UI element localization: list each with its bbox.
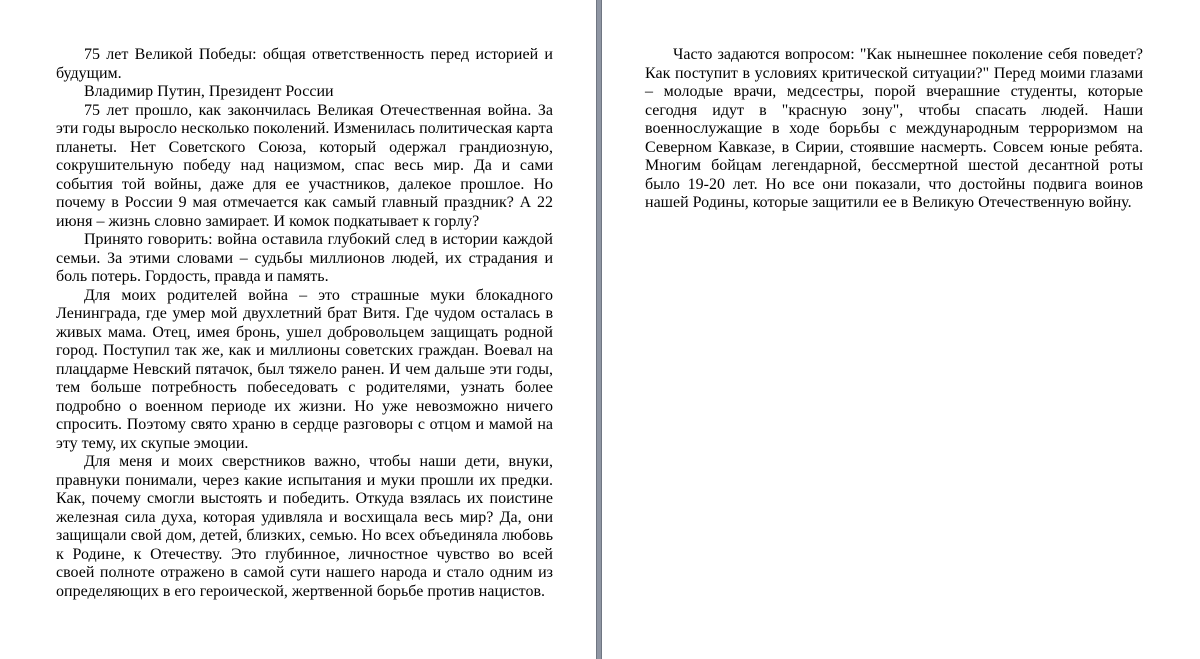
article-author: Владимир Путин, Президент России [84, 83, 334, 100]
paragraph: 75 лет прошло, как закончилась Великая Отечественная война. За эти годы выросло несколько поколений. Изменилась политическая карта планеты. Нет Советского Союза, который одержал грандиозную, сокрушительную победу над нацизмом, спас весь мир. Да и сами события той войны, даже для ее участников, далекое прошлое. Но почему в России 9 мая отмечается как самый главный праздник? А 22 июня – жизнь словно замирает. И комок подкатывает к горлу? [56, 101, 553, 230]
page-text-block [645, 46, 1143, 213]
article-title: 75 лет Великой Победы: общая ответственность перед историей и будущим. [56, 46, 553, 82]
paragraph: Для меня и моих сверстников важно, чтобы наши дети, внуки, правнуки понимали, через какие испытания и муки прошли их предки. Как, почему смогли выстоять и победить. Откуда взялась их поистине железная сила духа, которая удивляла и восхищала весь мир? Да, они защищали свой дом, детей, близких, семью. Но всех объединяла любовь к Родине, к Отечеству. Это глубинное, личностное чувство во всей своей полноте отражено в самой сути нашего народа и стало одним из определяющих в его героической, жертвенной борьбе против нацистов. [56, 453, 553, 600]
document-page-right [602, 0, 1200, 659]
paragraph: Для моих родителей война – это страшные муки блокадного Ленинграда, где умер мой двухлетний брат Витя. Где чудом осталась в живых мама. Отец, имея бронь, ушел добровольцем защищать родной город. Поступил так же, как и миллионы советских граждан. Воевал на плацдарме Невский пятачок, был тяжело ранен. И чем дальше эти годы, тем больше потребность побеседовать с родителями, узнать более подробно о военном периоде их жизни. Но уже невозможно ничего спросить. Поэтому свято храню в сердце разговоры с отцом и мамой на эту тему, их скупые эмоции. [56, 286, 553, 452]
paragraph: Принято говорить: война оставила глубокий след в истории каждой семьи. За этими словами – судьбы миллионов людей, их страдания и боль потерь. Гордость, правда и память. [56, 231, 553, 285]
document-page-left [0, 0, 596, 659]
paragraph: Часто задаются вопросом: "Как нынешнее поколение себя поведет? Как поступит в условиях критической ситуации?" Перед моими глазами – молодые врачи, медсестры, порой вчерашние студенты, которые сегодня идут в "красную зону", чтобы спасать людей. Наши военнослужащие в ходе борьбы с международным терроризмом на Северном Кавказе, в Сирии, стоявшие насмерть. Совсем юные ребята. Многим бойцам легендарной, бессмертной шестой десантной роты было 19-20 лет. Но все они показали, что достойны подвига воинов нашей Родины, которые защитили ее в Великую Отечественную войну. [645, 46, 1143, 211]
page-text-block [56, 46, 553, 601]
